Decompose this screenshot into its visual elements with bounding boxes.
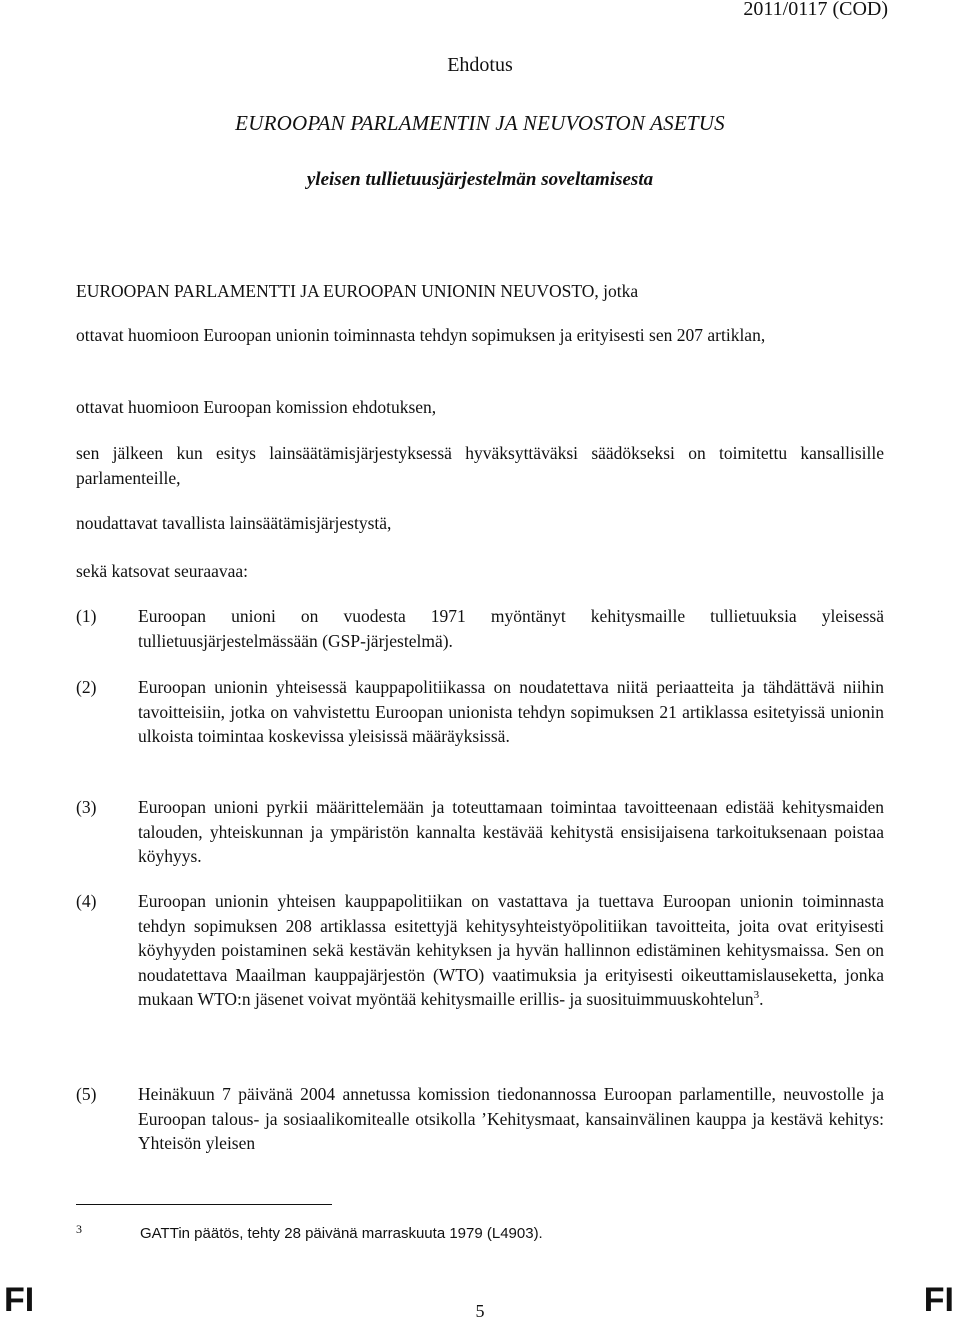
- footnote-text: GATTin päätös, tehty 28 päivänä marraskuuta 1979 (L4903).: [140, 1225, 543, 1242]
- document-title: EUROOPAN PARLAMENTIN JA NEUVOSTON ASETUS: [235, 111, 725, 135]
- recital-text: Euroopan unioni on vuodesta 1971 myöntänyt kehitysmaille tullietuuksia yleisessä tullietuusjärjestelmässään (GSP-järjestelmä).: [138, 606, 884, 651]
- recital-text-suffix: .: [759, 989, 764, 1009]
- recital-item: [76, 1082, 884, 1156]
- footnote-reference[interactable]: 3: [753, 989, 760, 1002]
- preamble-line: EUROOPAN PARLAMENTTI JA EUROOPAN UNIONIN NEUVOSTO, jotka: [76, 281, 639, 301]
- recital-text: Heinäkuun 7 päivänä 2004 annetussa komission tiedonannossa Euroopan parlamentille, neuvostolle ja Euroopan talous- ja sosiaalikomitealle otsikolla ’Kehitysmaat, kansainvälinen kauppa ja kestävä kehitys: Yhteisön yleisen: [138, 1084, 884, 1153]
- recital-text: Euroopan unionin yhteisen kauppapolitiikan on vastattava ja tuettava Euroopan unionin toiminnasta tehdyn sopimuksen 208 artiklassa esitettyjä kehitysyhteistyöpolitiikan tavoitteita, joita ovat erityisesti köyhyyden poistaminen sekä kestävän kehityksen ja hyvän hallinnon edistäminen kehitysmaissa. Sen on noudatettava Maailman kauppajärjestön (WTO) vaatimuksia ja erityisesti oikeuttamislauseketta, jonka mukaan WTO:n jäsenet voivat myöntää kehitysmaille erillis- ja suosituimmuuskohtelun: [138, 891, 884, 1009]
- preamble-line: sekä katsovat seuraavaa:: [76, 561, 249, 581]
- footnote-separator: [76, 1204, 332, 1205]
- preamble-line: noudattavat tavallista lainsäätämisjärjestystä,: [76, 513, 392, 533]
- footer-language-right: FI: [923, 1281, 954, 1319]
- footer-language-left: FI: [4, 1281, 35, 1319]
- recital-number: (3): [76, 797, 97, 817]
- recital-number: (1): [76, 606, 97, 626]
- recital-item: [76, 889, 884, 1012]
- recital-text-container: [138, 889, 884, 1012]
- recital-number: (4): [76, 891, 97, 911]
- recital-number: (2): [76, 677, 97, 697]
- document-subtitle: yleisen tullietuusjärjestelmän soveltamisesta: [306, 169, 654, 190]
- recital-item: [76, 675, 884, 749]
- recital-item: [76, 604, 884, 653]
- preamble-line: sen jälkeen kun esitys lainsäätämisjärjestyksessä hyväksyttäväksi säädökseksi on toimitettu kansallisille parlamenteille,: [76, 443, 884, 488]
- document-reference: 2011/0117 (COD): [743, 0, 888, 20]
- recital-text: Euroopan unioni pyrkii määrittelemään ja toteuttamaan toimintaa tavoitteenaan edistää kehitysmaiden talouden, yhteiskunnan ja ympäristön kannalta kestävää kehitystä ensisijaisena tarkoituksenaan poistaa köyhyys.: [138, 797, 884, 866]
- recital-item: [76, 795, 884, 869]
- preamble-line: ottavat huomioon Euroopan unionin toiminnasta tehdyn sopimuksen ja erityisesti sen 207 artiklan,: [76, 325, 766, 345]
- recital-text: Euroopan unionin yhteisessä kauppapolitiikassa on noudatettava niitä periaatteita ja tähdättävä niihin tavoitteisiin, jotka on vahvistettu Euroopan unionista tehdyn sopimuksen 21 artiklassa esitetyissä unionin ulkoista toimintaa koskevissa yleisissä määräyksissä.: [138, 677, 884, 746]
- recital-number: (5): [76, 1084, 97, 1104]
- page-number: 5: [475, 1301, 485, 1320]
- preamble-line: ottavat huomioon Euroopan komission ehdotuksen,: [76, 397, 437, 417]
- document-label: Ehdotus: [447, 54, 513, 76]
- footnote-number: 3: [76, 1222, 82, 1236]
